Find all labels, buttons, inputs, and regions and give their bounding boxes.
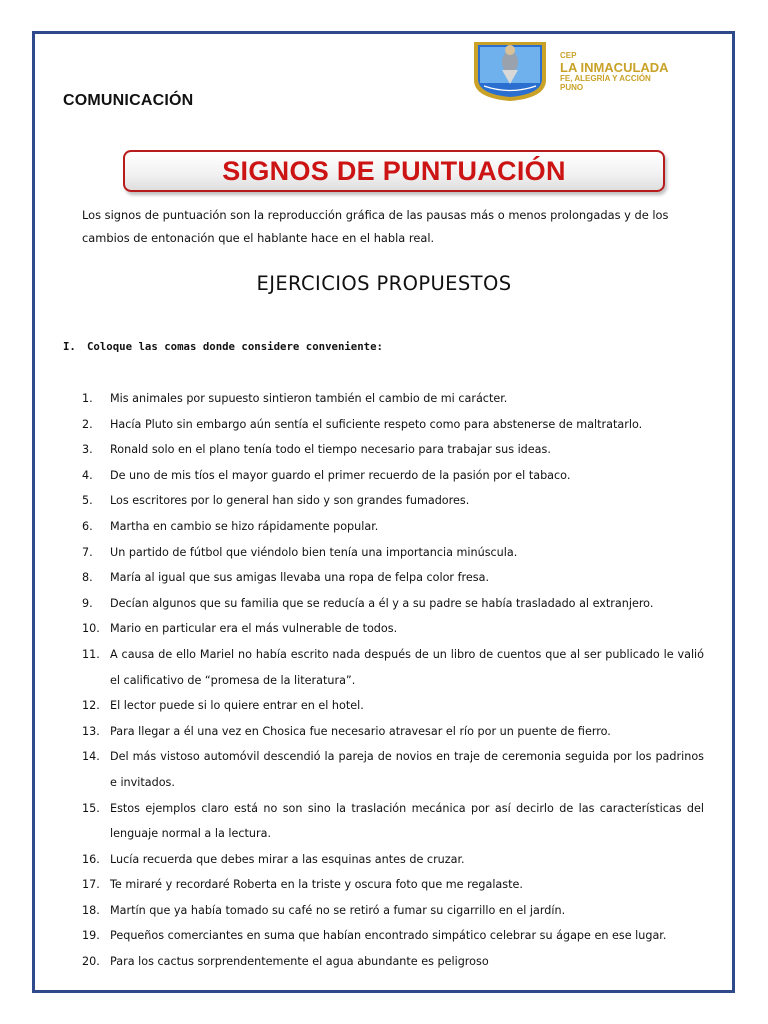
item-text: Mario en particular era el más vulnerable de todos.	[110, 622, 398, 636]
item-number: 1.	[82, 392, 93, 405]
list-item	[82, 386, 704, 412]
subject-heading: COMUNICACIÓN	[63, 92, 194, 109]
item-number: 2.	[82, 417, 93, 431]
item-number: 15.	[82, 801, 100, 815]
item-text: Estos ejemplos claro está no son sino la traslación mecánica por así decirlo de las características del lenguaje normal a la lectura.	[110, 801, 704, 841]
item-text: De uno de mis tíos el mayor guardo el primer recuerdo de la pasión por el tabaco.	[110, 468, 571, 482]
item-number: 18.	[82, 903, 100, 917]
list-item	[82, 693, 704, 719]
list-item	[82, 847, 704, 873]
list-item	[82, 463, 704, 489]
list-item	[82, 949, 704, 975]
item-number: 20.	[82, 955, 100, 969]
section-heading: EJERCICIOS PROPUESTOS	[256, 272, 512, 295]
item-number: 19.	[82, 929, 100, 943]
school-line-motto: FE, ALEGRÍA Y ACCIÓN	[560, 74, 651, 83]
item-text: Los escritores por lo general han sido y son grandes fumadores.	[110, 494, 470, 508]
list-item	[82, 642, 704, 693]
item-number: 10.	[82, 622, 100, 636]
item-number: 16.	[82, 852, 100, 866]
list-item	[82, 412, 704, 438]
instruction-text: Coloque las comas donde considere conveniente:	[87, 340, 383, 353]
item-number: 11.	[82, 647, 100, 661]
item-text: Un partido de fútbol que viéndolo bien tenía una importancia minúscula.	[110, 545, 518, 559]
item-text: Lucía recuerda que debes mirar a las esquinas antes de cruzar.	[110, 852, 465, 866]
item-text: A causa de ello Mariel no había escrito nada después de un libro de cuentos que al ser publicado le valió el calificativo de “promesa de la literatura”.	[110, 647, 704, 687]
item-text: María al igual que sus amigas llevaba una ropa de felpa color fresa.	[110, 571, 490, 585]
item-number: 13.	[82, 724, 100, 738]
item-text: Hacía Pluto sin embargo aún sentía el suficiente respeto como para abstenerse de maltratarlo.	[110, 417, 643, 431]
item-number: 17.	[82, 878, 100, 892]
item-text: Te miraré y recordaré Roberta en la triste y oscura foto que me regalaste.	[110, 878, 523, 892]
item-number: 8.	[82, 571, 93, 585]
list-item	[82, 565, 704, 591]
list-item	[82, 898, 704, 924]
item-text: Martín que ya había tomado su café no se retiró a fumar su cigarrillo en el jardín.	[110, 903, 566, 917]
item-text: Mis animales por supuesto sintieron también el cambio de mi carácter.	[110, 392, 508, 405]
item-number: 9.	[82, 596, 93, 610]
list-item	[82, 872, 704, 898]
list-item	[82, 719, 704, 745]
exercise-instruction	[63, 340, 383, 353]
school-name	[560, 52, 669, 92]
school-line-cep: CEP	[560, 51, 577, 60]
item-number: 6.	[82, 519, 93, 533]
page-title: SIGNOS DE PUNTUACIÓN	[222, 155, 566, 186]
list-item	[82, 540, 704, 566]
item-number: 12.	[82, 699, 100, 713]
item-text: Martha en cambio se hizo rápidamente popular.	[110, 519, 379, 533]
item-number: 4.	[82, 468, 93, 482]
intro-paragraph: Los signos de puntuación son la reproducción gráfica de las pausas más o menos prolongadas y de los cambios de entonación que el hablante hace en el habla real.	[82, 208, 669, 245]
title-banner	[123, 150, 665, 192]
list-item	[82, 488, 704, 514]
item-number: 14.	[82, 750, 100, 764]
item-text: El lector puede si lo quiere entrar en el hotel.	[110, 699, 364, 713]
instruction-number: I.	[63, 340, 76, 353]
exercise-list	[82, 386, 704, 975]
item-text: Para llegar a él una vez en Chosica fue necesario atravesar el río por un puente de fierro.	[110, 724, 611, 738]
item-text: Del más vistoso automóvil descendió la pareja de novios en traje de ceremonia seguida por los padrinos e invitados.	[110, 750, 704, 789]
list-item	[82, 796, 704, 847]
school-line-name: LA INMACULADA	[560, 60, 669, 75]
item-number: 5.	[82, 494, 93, 508]
list-item	[82, 616, 704, 642]
item-text: Para los cactus sorprendentemente el agua abundante es peligroso	[110, 955, 489, 969]
school-line-city: PUNO	[560, 83, 584, 92]
item-number: 7.	[82, 545, 93, 559]
list-item	[82, 437, 704, 463]
item-text: Pequeños comerciantes en suma que habían encontrado simpático celebrar su ágape en ese lugar.	[110, 929, 667, 943]
item-number: 3.	[82, 443, 93, 457]
item-text: Ronald solo en el plano tenía todo el tiempo necesario para trabajar sus ideas.	[110, 443, 551, 457]
list-item	[82, 591, 704, 617]
school-crest-logo	[470, 40, 550, 102]
list-item	[82, 923, 704, 949]
item-text: Decían algunos que su familia que se reducía a él y a su padre se había trasladado al extranjero.	[110, 596, 654, 610]
list-item	[82, 514, 704, 540]
list-item	[82, 744, 704, 795]
